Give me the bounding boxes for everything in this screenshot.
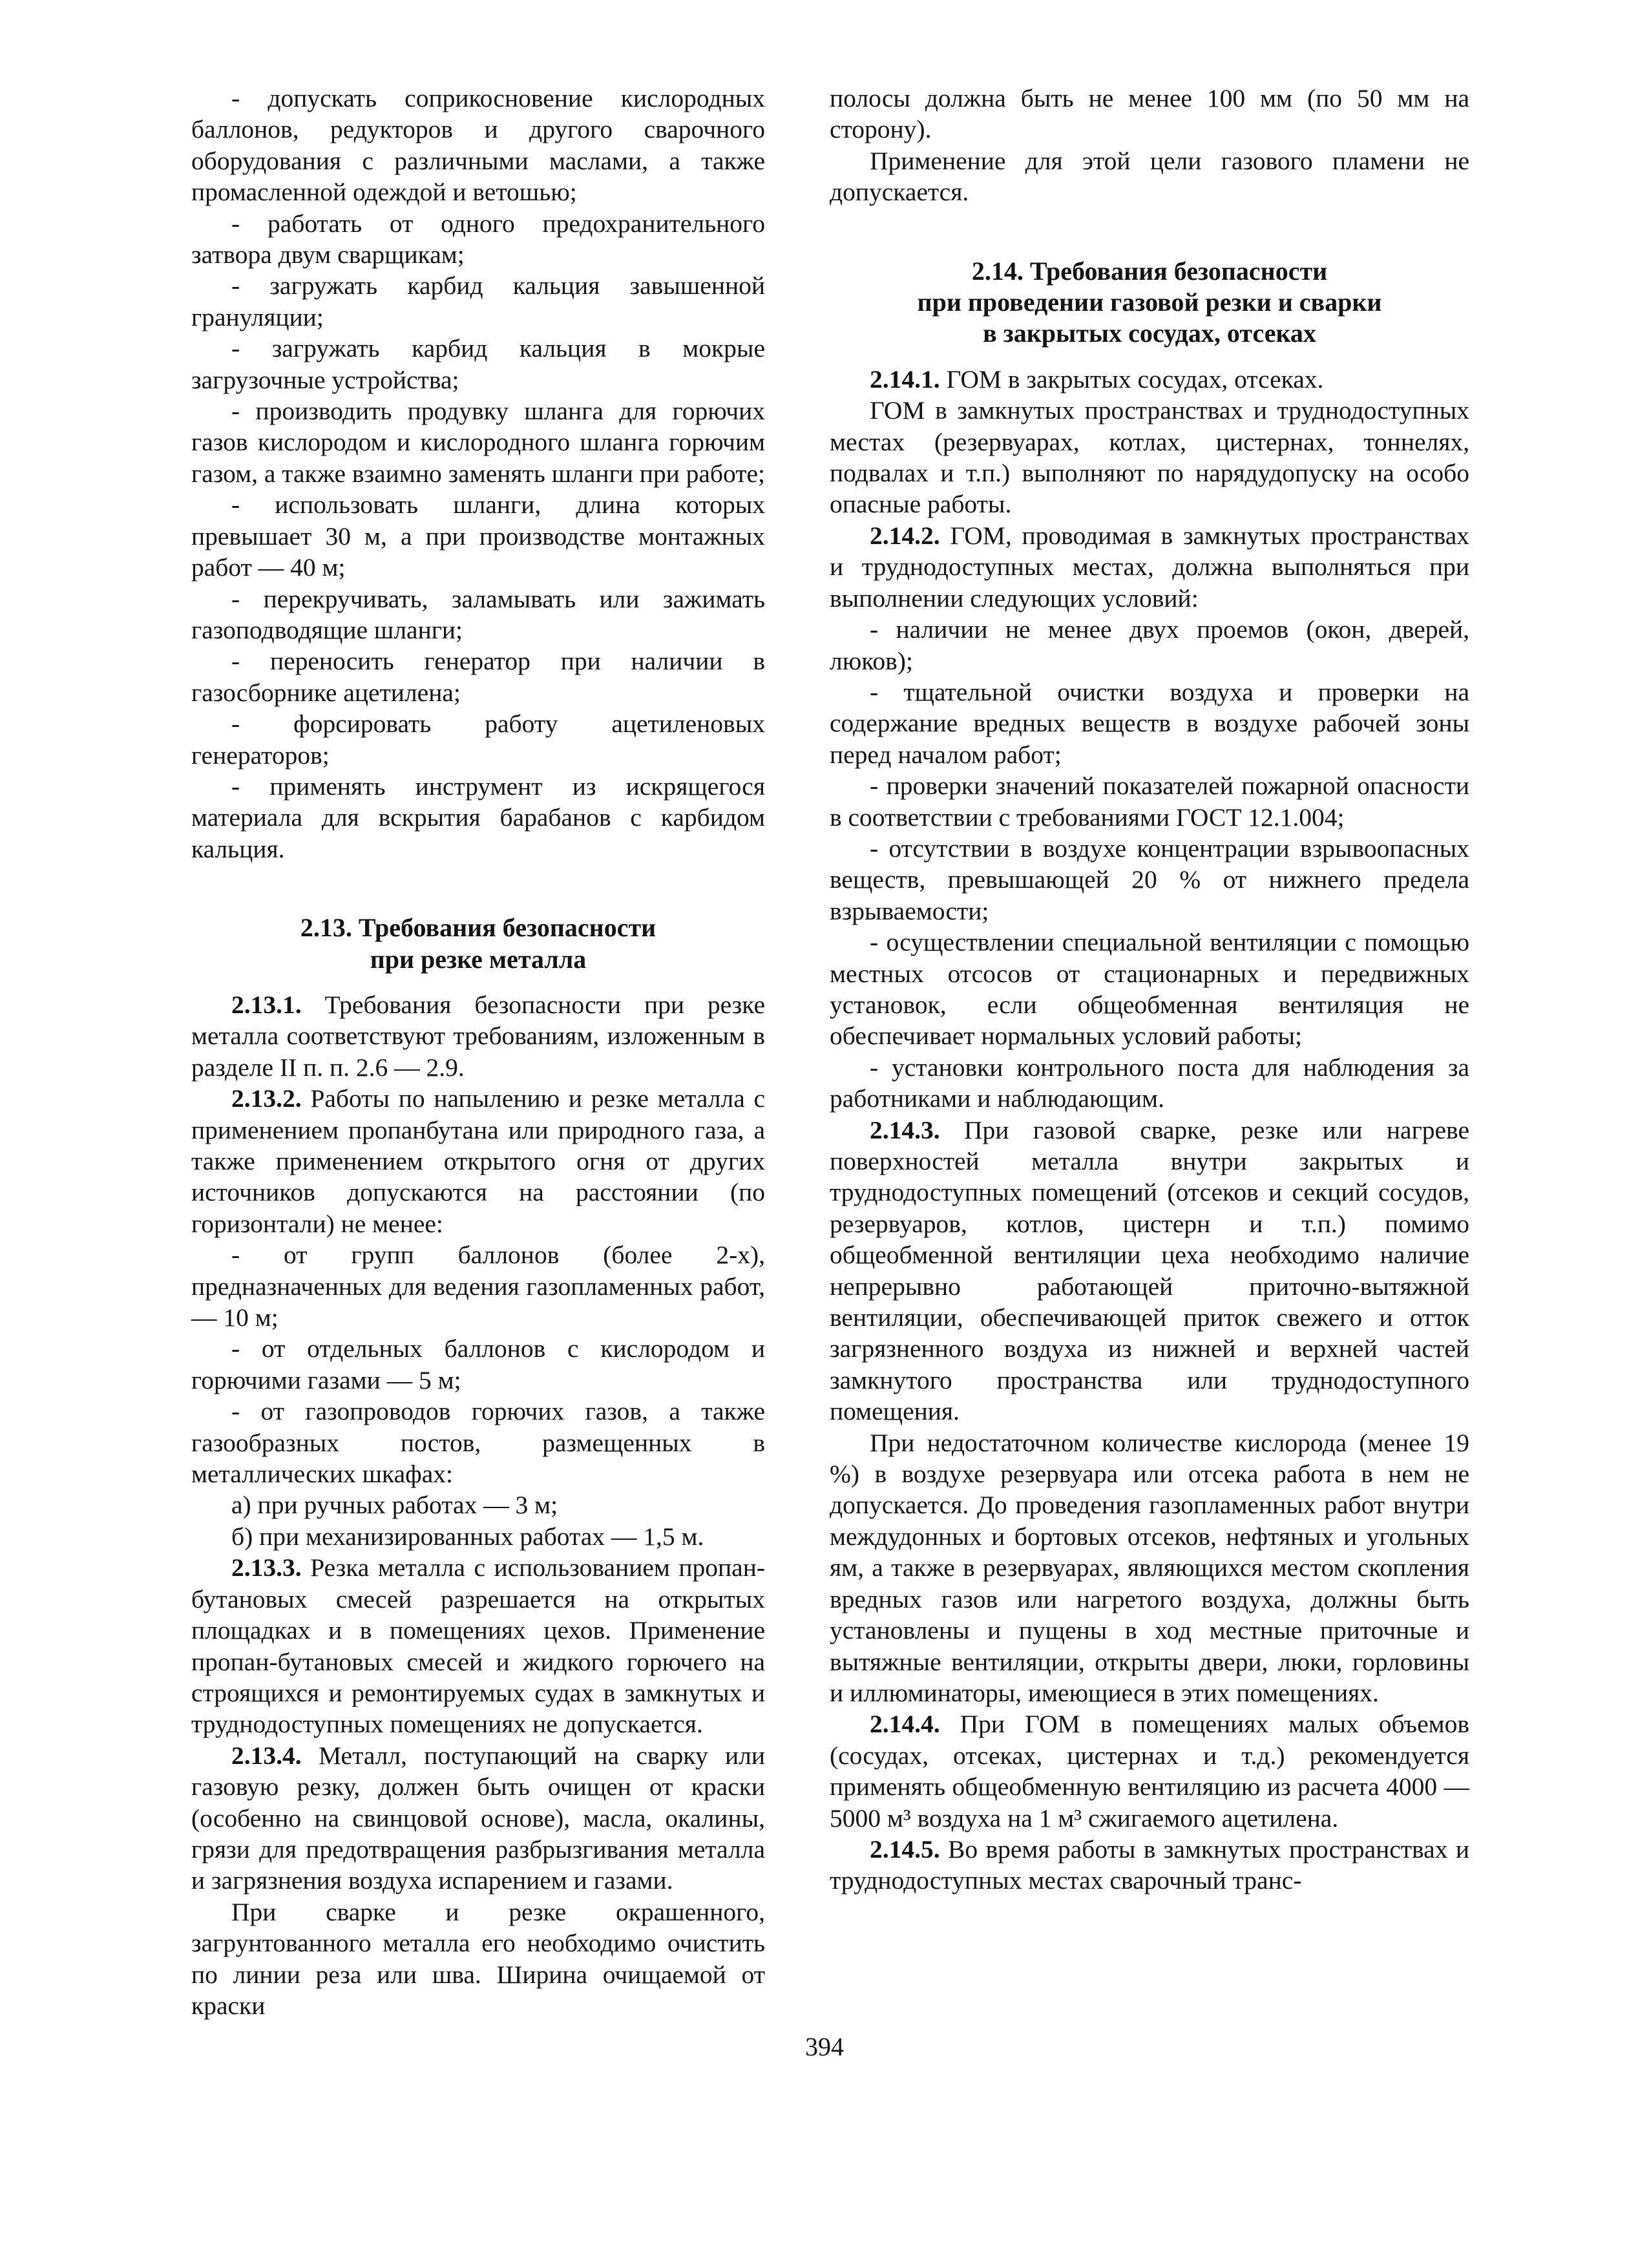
list-item: - использовать шланги, длина которых превышает 30 м, а при производстве монтажных работ — 40 м;: [191, 490, 765, 582]
sub-item-b: б) при механизированных работах — 1,5 м.: [231, 1522, 704, 1551]
clause-number: 2.13.4.: [231, 1741, 302, 1770]
clause-text: При газовой сварке, резке или нагреве поверхностей металла внутри закрытых и труднодоступных помещений (отсеков и секций сосудов, резервуаров, котлов, цистерн и т.п.) помимо общеобменной вентиляции цеха необходимо наличие непрерывно работающей приточно-вытяжной вентиляции, обеспечивающей приток свежего и отток загрязненного воздуха из нижней и верхней частей замкнутого пространства или труднодоступного помещения.: [830, 1115, 1469, 1426]
list-item: - от отдельных баллонов с кислородом и горючими газами — 5 м;: [191, 1334, 765, 1394]
paragraph-2-14-1-b: ГОМ в замкнутых пространствах и труднодоступных местах (резервуарах, котлах, цистернах, тоннелях, подвалах и т.п.) выполняют по нарядудопуску на особо опасные работы.: [830, 396, 1469, 519]
clause-number: 2.13.1.: [231, 990, 302, 1019]
heading-line: 2.13. Требования безопасности: [300, 913, 656, 943]
clause-text: При ГОМ в помещениях малых объемов (сосудах, отсеках, цистернах и т.д.) рекомендуется применять общеобменную вентиляцию из расчета 4000 — 5000 м³ воздуха на 1 м³ сжигаемого ацетилена.: [830, 1710, 1469, 1832]
paragraph-2-14-5: [830, 1834, 1469, 1896]
list-item: - форсировать работу ацетиленовых генераторов;: [191, 709, 765, 770]
clause-text: ГОМ, проводимая в замкнутых пространствах и труднодоступных местах, должна выполняться при выполнении следующих условий:: [830, 521, 1469, 613]
clause-text: Требования безопасности при резке металла соответствуют требованиям, изложенным в разделе II п. п. 2.6 — 2.9.: [191, 990, 765, 1082]
sub-item-a: а) при ручных работах — 3 м;: [231, 1491, 558, 1520]
clause-text: Резка металла с использованием пропан-бутановых смесей разрешается на открытых площадках и в помещениях цехов. Применение пропан-бутановых смесей и жидкого горючего на строящихся и ремонтируемых судах в замкнутых и труднодоступных помещениях не допускается.: [191, 1553, 765, 1739]
spacer: [191, 975, 765, 989]
right-column: [830, 83, 1469, 1896]
list-item: - тщательной очистки воздуха и проверки на содержание вредных веществ в воздухе рабочей зоны перед началом работ;: [830, 677, 1469, 769]
paragraph-oxygen: При недостаточном количестве кислорода (менее 19 %) в воздухе резервуара или отсека работа в нем не допускается. До проведения газопламенных работ внутри междудонных и бортовых отсеков, нефтяных и угольных ям, а также в резервуарах, являющихся местом скопления вредных газов или нагретого воздуха, должны быть установлены и пущены в ход местные приточные и вытяжные вентиляции, открыты двери, люки, горловины и иллюминаторы, имеющиеся в этих помещениях.: [830, 1428, 1469, 1707]
page-number: 394: [805, 2032, 844, 2061]
heading-line: в закрытых сосудах, отсеках: [983, 319, 1316, 348]
heading-line: 2.14. Требования безопасности: [971, 256, 1328, 286]
list-item: - загружать карбид кальция завышенной грануляции;: [191, 271, 765, 331]
clause-number: 2.14.5.: [870, 1834, 940, 1864]
paragraph-2-14-1: [830, 364, 1469, 395]
clause-number: 2.14.4.: [870, 1710, 940, 1739]
paragraph-2-14-4: [830, 1708, 1469, 1834]
paragraph-2-14-3: [830, 1115, 1469, 1427]
list-item: - переносить генератор при наличии в газосборнике ацетилена;: [191, 647, 765, 707]
clause-text: Во время работы в замкнутых пространствах и труднодоступных местах сварочный транс-: [830, 1834, 1469, 1895]
clause-number: 2.14.1.: [870, 364, 940, 394]
clause-number: 2.13.2.: [231, 1084, 302, 1113]
section-heading-2-13: [191, 912, 765, 975]
list-item: - загружать карбид кальция в мокрые загрузочные устройства;: [191, 334, 765, 394]
list-item: - проверки значений показателей пожарной опасности в соответствии с требованиями ГОСТ 12.1.004;: [830, 772, 1469, 832]
list-item: - производить продувку шланга для горючих газов кислородом и кислородного шланга горючим газом, а также взаимно заменять шланги при работе;: [191, 397, 765, 488]
spacer: [830, 208, 1469, 256]
spacer: [830, 350, 1469, 364]
list-item: - осуществлении специальной вентиляции с помощью местных отсосов от стационарных и передвижных установок, если общеобменная вентиляция не обеспечивает нормальных условий работы;: [830, 928, 1469, 1051]
paragraph-2-13-3: [191, 1552, 765, 1739]
clause-number: 2.14.2.: [870, 521, 940, 550]
clause-number: 2.14.3.: [870, 1115, 940, 1144]
clause-number: 2.13.3.: [231, 1553, 302, 1582]
paragraph-2-13-2: [191, 1083, 765, 1239]
list-item: - установки контрольного поста для наблюдения за работниками и наблюдающим.: [830, 1053, 1469, 1113]
spacer: [191, 865, 765, 912]
list-item: - наличии не менее двух проемов (окон, дверей, люков);: [830, 615, 1469, 675]
paragraph-flame: Применение для этой цели газового пламени не допускается.: [830, 146, 1469, 207]
section-heading-2-14: [830, 256, 1469, 350]
list-item: - от групп баллонов (более 2-х), предназначенных для ведения газопламенных работ, — 10 м;: [191, 1241, 765, 1332]
paragraph-2-13-1: [191, 989, 765, 1083]
list-item: - допускать соприкосновение кислородных баллонов, редукторов и другого сварочного оборудования с различными маслами, а также промасленной одеждой и ветошью;: [191, 84, 765, 207]
list-item: - отсутствии в воздухе концентрации взрывоопасных веществ, превышающей 20 % от нижнего предела взрываемости;: [830, 834, 1469, 925]
list-item: - применять инструмент из искрящегося материала для вскрытия барабанов с карбидом кальция.: [191, 772, 765, 863]
list-item: - работать от одного предохранительного затвора двум сварщикам;: [191, 209, 765, 269]
heading-line: при резке металла: [370, 944, 587, 974]
paragraph-continuation: полосы должна быть не менее 100 мм (по 50 мм на сторону).: [830, 84, 1469, 144]
heading-line: при проведении газовой резки и сварки: [917, 288, 1382, 317]
clause-text: Металл, поступающий на сварку или газовую резку, должен быть очищен от краски (особенно на свинцовой основе), масла, окалины, грязи для предотвращения разбрызгивания металла и загрязнения воздуха испарением и газами.: [191, 1741, 765, 1895]
clause-text: Работы по напылению и резке металла с применением пропанбутана или природного газа, а также применением открытого огня от других источников допускаются на расстоянии (по горизонтали) не менее:: [191, 1084, 765, 1238]
list-item: - от газопроводов горючих газов, а также газообразных постов, размещенных в металлических шкафах:: [191, 1397, 765, 1489]
left-column: [191, 83, 765, 2021]
list-item: - перекручивать, заламывать или зажимать газоподводящие шланги;: [191, 584, 765, 644]
clause-text: ГОМ в закрытых сосудах, отсеках.: [940, 364, 1324, 394]
paragraph-2-14-2: [830, 520, 1469, 614]
paragraph-painted-metal: При сварке и резке окрашенного, загрунтованного металла его необходимо очистить по линии реза или шва. Ширина очищаемой от краски: [191, 1897, 765, 2020]
paragraph-2-13-4: [191, 1740, 765, 1896]
